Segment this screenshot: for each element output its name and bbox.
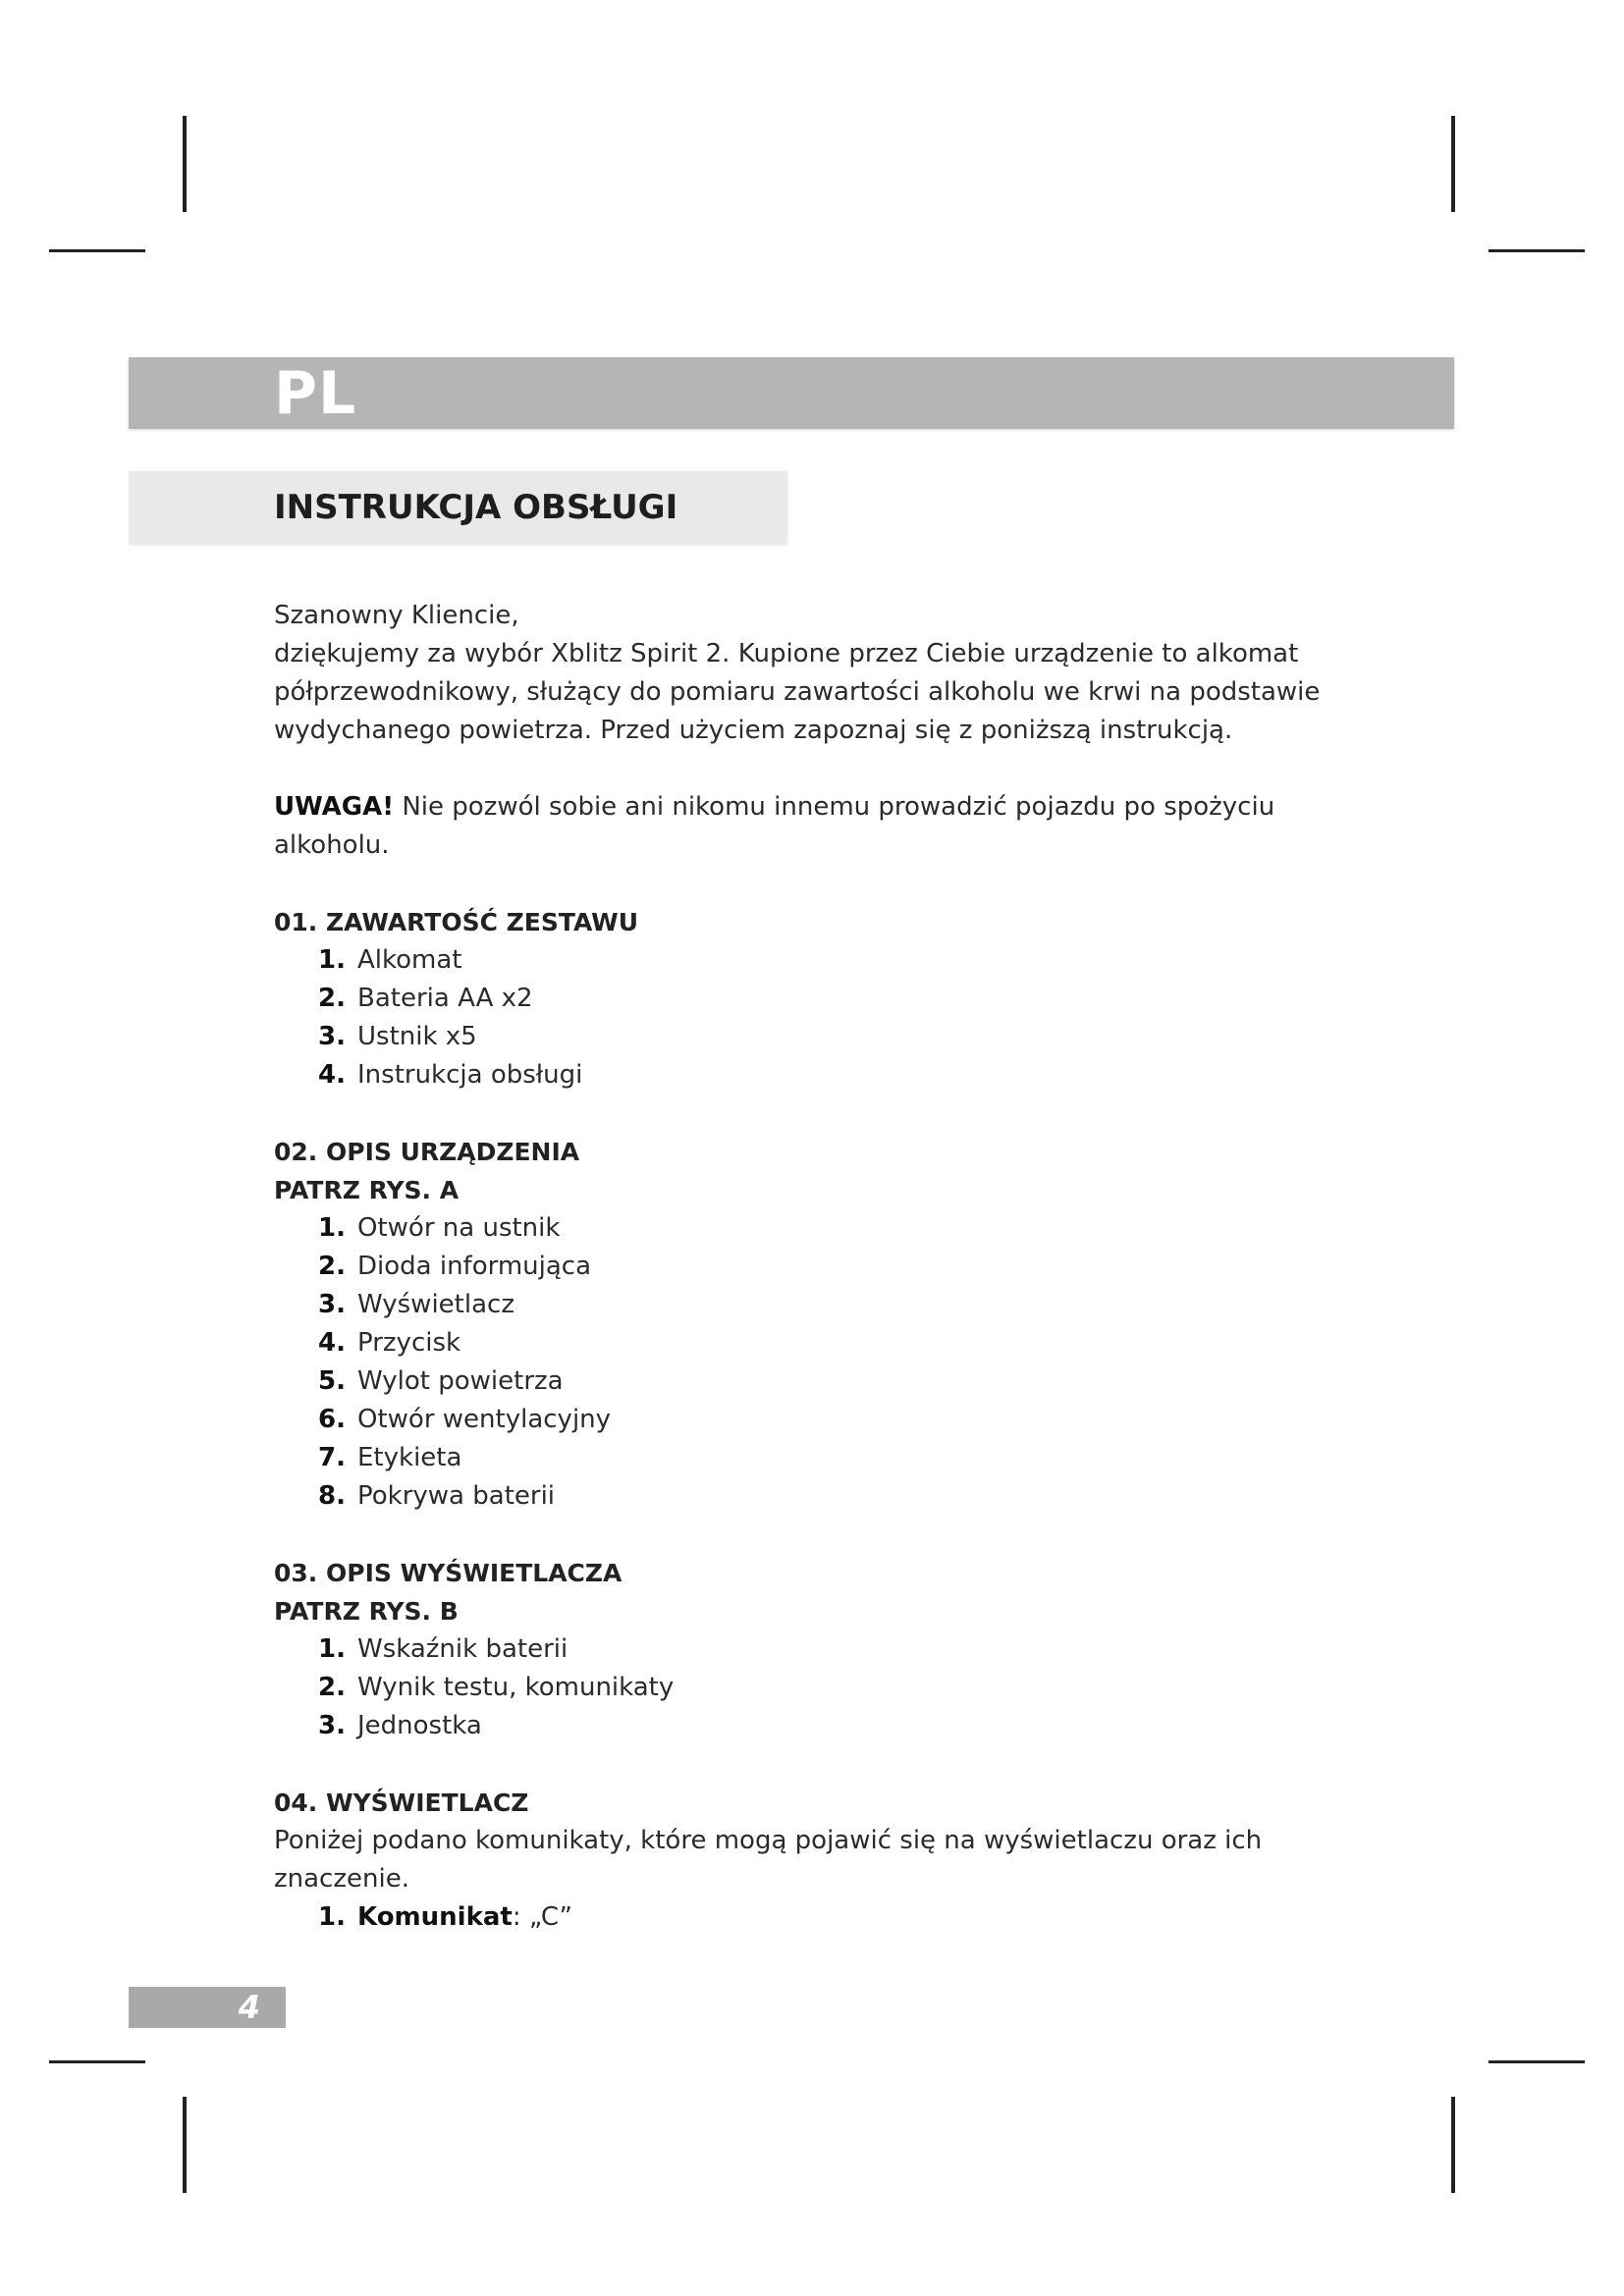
item-number: 2. <box>318 984 346 1013</box>
section-subheading-display-desc: PATRZ RYS. B <box>274 1597 459 1626</box>
item-text: Etykieta <box>357 1443 462 1472</box>
contents-list <box>274 941 1374 1095</box>
item-number: 3. <box>318 1711 346 1740</box>
item-number: 1. <box>318 1902 346 1932</box>
list-item <box>318 1439 1374 1477</box>
item-text: Otwór na ustnik <box>357 1213 561 1243</box>
intro-line: dziękujemy za wybór Xblitz Spirit 2. Kupione przez Ciebie urządzenie to alkomat <box>274 639 1299 668</box>
crop-mark <box>183 2097 187 2193</box>
item-number: 1. <box>318 1213 346 1243</box>
warning-text: Nie pozwól sobie ani nikomu innemu prowadzić pojazdu po spożyciu <box>394 792 1275 822</box>
warning-text-cont: alkoholu. <box>274 830 390 860</box>
item-text: Bateria AA x2 <box>357 984 533 1013</box>
item-number: 6. <box>318 1405 346 1434</box>
item-text: Instrukcja obsługi <box>357 1060 583 1090</box>
item-number: 8. <box>318 1481 346 1511</box>
title-banner <box>129 471 786 544</box>
list-item <box>318 1248 1374 1286</box>
item-text: Otwór wentylacyjny <box>357 1405 612 1434</box>
list-item <box>318 1669 1374 1707</box>
list-item <box>318 1477 1374 1516</box>
crop-mark <box>1489 249 1585 252</box>
item-text: Wskaźnik baterii <box>357 1634 568 1664</box>
messages-list <box>274 1898 1374 1937</box>
section-heading-device: 02. OPIS URZĄDZENIA <box>274 1138 580 1166</box>
item-number: 5. <box>318 1366 346 1396</box>
language-code: PL <box>274 359 357 428</box>
item-text: Alkomat <box>357 945 462 975</box>
list-item <box>318 1898 1374 1937</box>
item-text: Przycisk <box>357 1328 461 1358</box>
warning-paragraph <box>274 788 1374 827</box>
list-item <box>318 1209 1374 1248</box>
section-text: znaczenie. <box>274 1864 409 1894</box>
item-number: 7. <box>318 1443 346 1472</box>
list-item <box>318 1707 1374 1745</box>
item-text: Dioda informująca <box>357 1252 592 1281</box>
item-number: 1. <box>318 1634 346 1664</box>
item-number: 2. <box>318 1252 346 1281</box>
section-heading-contents: 01. ZAWARTOŚĆ ZESTAWU <box>274 908 639 936</box>
crop-mark <box>49 249 145 252</box>
crop-mark <box>1451 116 1455 212</box>
item-text: Pokrywa baterii <box>357 1481 556 1511</box>
section-subheading-device: PATRZ RYS. A <box>274 1176 460 1204</box>
crop-mark <box>1451 2097 1455 2193</box>
page-number-box <box>129 1987 286 2028</box>
item-text: Ustnik x5 <box>357 1022 477 1051</box>
crop-mark <box>49 2060 145 2063</box>
list-item <box>318 941 1374 980</box>
list-item <box>318 1630 1374 1669</box>
list-item <box>318 1362 1374 1401</box>
crop-mark <box>1489 2060 1585 2063</box>
item-number: 4. <box>318 1328 346 1358</box>
intro-line: wydychanego powietrza. Przed użyciem zapoznaj się z poniższą instrukcją. <box>274 716 1233 745</box>
item-text: Wyświetlacz <box>357 1290 514 1319</box>
item-number: 1. <box>318 945 346 975</box>
language-banner <box>129 357 1454 429</box>
item-text: Wynik testu, komunikaty <box>357 1673 675 1702</box>
item-number: 3. <box>318 1022 346 1051</box>
page-title: INSTRUKCJA OBSŁUGI <box>274 488 678 527</box>
item-number: 3. <box>318 1290 346 1319</box>
message-value: : „C” <box>512 1902 573 1932</box>
list-item <box>318 1018 1374 1056</box>
section-heading-display: 04. WYŚWIETLACZ <box>274 1789 529 1817</box>
item-text: Jednostka <box>357 1711 482 1740</box>
manual-content <box>274 597 1374 1937</box>
greeting: Szanowny Kliencie, <box>274 601 519 630</box>
crop-mark <box>183 116 187 212</box>
intro-line: półprzewodnikowy, służący do pomiaru zawartości alkoholu we krwi na podstawie <box>274 677 1321 707</box>
section-text: Poniżej podano komunikaty, które mogą pojawić się na wyświetlaczu oraz ich <box>274 1826 1263 1855</box>
display-parts-list <box>274 1630 1374 1745</box>
page-number: 4 <box>238 1989 260 2026</box>
item-text: Wylot powietrza <box>357 1366 564 1396</box>
list-item <box>318 980 1374 1018</box>
device-parts-list <box>274 1209 1374 1516</box>
item-number: 2. <box>318 1673 346 1702</box>
list-item <box>318 1401 1374 1439</box>
list-item <box>318 1286 1374 1324</box>
list-item <box>318 1056 1374 1095</box>
warning-label: UWAGA! <box>274 792 395 822</box>
item-number: 4. <box>318 1060 346 1090</box>
message-label: Komunikat <box>357 1902 513 1932</box>
section-heading-display-desc: 03. OPIS WYŚWIETLACZA <box>274 1559 623 1587</box>
list-item <box>318 1324 1374 1362</box>
